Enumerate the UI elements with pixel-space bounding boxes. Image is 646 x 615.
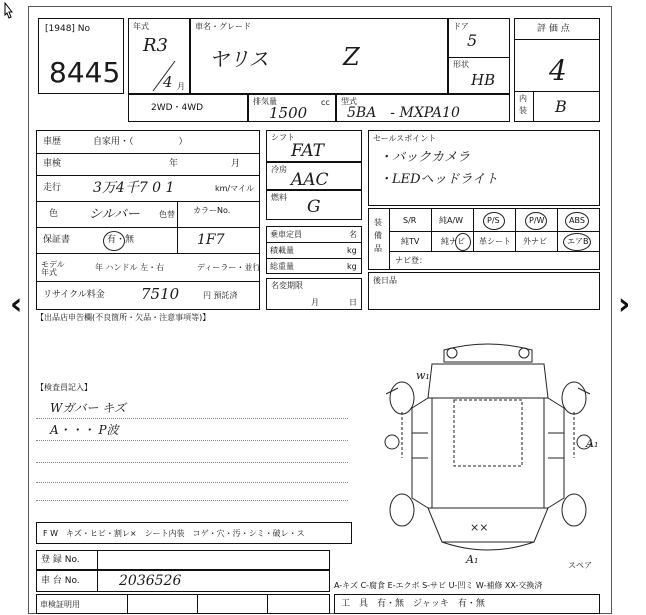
damage-legend: A-キズ C-腐食 E-エクボ S-サビ U-凹ミ W-補修 XX-交換済: [334, 581, 543, 590]
ac-value: AAC: [291, 170, 329, 190]
after-box: [368, 272, 600, 310]
dealer-label: ディーラー・並行: [197, 263, 261, 272]
warranty-label: 保証書: [43, 235, 71, 245]
cert-divider: [127, 595, 128, 613]
shaken-year: 年: [169, 159, 179, 169]
fuel-label: 燃料: [271, 193, 287, 202]
equipment-col-line: [515, 209, 516, 251]
reki-label: 車歴: [43, 137, 62, 147]
doors-value: 5: [467, 31, 478, 50]
fuel-value: G: [307, 197, 321, 217]
history-row-line: [37, 175, 259, 176]
cert-divider: [197, 595, 198, 613]
color-divider: [177, 201, 178, 253]
history-row-line: [37, 253, 259, 254]
note-ruled-line: [36, 440, 348, 441]
shift-box: [266, 130, 362, 162]
weight-label: 総重量: [270, 262, 294, 271]
diagram-mark-xx: ××: [470, 521, 489, 534]
history-row-line: [37, 227, 259, 228]
reki-value: 自家用・（ ）: [93, 137, 188, 147]
equip-leather: 革シート: [479, 237, 511, 246]
displacement-label: 排気量: [253, 97, 277, 106]
equipment-col-line: [557, 209, 558, 251]
prev-arrow-icon[interactable]: ‹: [10, 287, 23, 322]
cert-divider: [267, 595, 268, 613]
equipment-row-line: [389, 231, 599, 232]
shaken-label: 車検: [43, 159, 62, 169]
model-name: ヤリス: [209, 47, 269, 71]
equip-tv: 純TV: [401, 237, 420, 246]
body-label: 形状: [453, 60, 469, 69]
mileage-label: 走行: [43, 183, 62, 193]
chassis-row: [36, 570, 330, 592]
type-box: [336, 94, 510, 122]
model-code: 5BA - MXPA10: [347, 105, 460, 121]
drive-box: [128, 94, 248, 122]
reg-row: [36, 550, 330, 570]
handle-label: 年 ハンドル 左・右: [95, 263, 165, 272]
weight-unit: kg: [347, 262, 357, 271]
diagram-mark-a-right: A₁: [586, 437, 599, 450]
equip-aw: 純A/W: [439, 216, 464, 225]
chassis-label: 車 台 No.: [41, 576, 80, 586]
inspector-notes: [36, 382, 352, 512]
capacity-unit: 名: [349, 230, 357, 239]
displacement-unit: cc: [321, 98, 330, 107]
reg-label: 登 録 No.: [41, 555, 80, 565]
year-box: [128, 18, 190, 94]
equipment-col-line: [431, 209, 432, 251]
history-row-line: [37, 201, 259, 202]
mileage-unit: km/マイル: [215, 184, 254, 193]
load-label: 積載量: [270, 246, 294, 255]
equipment-divider: [389, 209, 390, 269]
doors-box: [448, 18, 510, 94]
expiry-day: 日: [349, 298, 357, 307]
displacement-value: 1500: [269, 104, 308, 122]
color-no-label: カラーNo.: [193, 206, 231, 215]
capacity-row-line: [267, 258, 361, 259]
car-diagram: [372, 338, 604, 570]
navi-reg-label: ナビ登：: [395, 256, 427, 265]
declaration-label: 【出品店申告欄(不良箇所・欠品・注意事項等)】: [36, 313, 211, 322]
inspector-label: 【検査員記入】: [36, 383, 92, 392]
color-label: 色: [49, 209, 59, 219]
body-value: HB: [471, 71, 496, 89]
inspector-line-1: Wガバー キズ: [50, 401, 126, 415]
sales-point-1: ・バックカメラ: [379, 150, 471, 165]
color-change-label: 色替: [159, 210, 175, 219]
capacity-box: [266, 226, 362, 274]
sales-box: [368, 130, 600, 206]
model-box: [190, 18, 448, 94]
spare-label: スペア: [568, 561, 592, 570]
color-no-value: 1F7: [197, 232, 225, 248]
equip-ps-circle: [483, 212, 505, 230]
equipment-label: 装備品: [374, 218, 382, 253]
history-row-line: [37, 153, 259, 154]
note-ruled-line: [36, 500, 348, 501]
capacity-row-line: [267, 242, 361, 243]
doors-divider: [449, 57, 509, 58]
equipment-col-line: [473, 209, 474, 251]
chassis-divider: [97, 571, 98, 591]
recycle-unit: 円 預託済: [203, 291, 238, 300]
chassis-value: 2036526: [119, 573, 182, 589]
equip-navi: 純ナビ: [441, 237, 465, 246]
interior-label-b: 装: [519, 106, 527, 115]
capacity-label: 乗車定員: [270, 230, 302, 239]
equip-pw-circle: [525, 212, 547, 230]
ac-box: [266, 162, 362, 190]
fw-row-text: F W キズ・ヒビ・割レ× シート内装 コゲ・穴・汚・シミ・破レ・ス: [43, 529, 305, 538]
doors-label: ドア: [453, 22, 469, 31]
warranty-circle: [103, 231, 125, 251]
diagram-mark-a-bottom: A₁: [466, 553, 479, 566]
interior-value: B: [555, 97, 567, 116]
score-divider-bottom: [515, 91, 599, 92]
equip-navi-circle: [455, 233, 471, 251]
equipment-box: [368, 208, 600, 270]
lot-number: 8445: [49, 56, 121, 89]
equip-abs-circle: [565, 212, 589, 230]
equip-pw: P/W: [529, 216, 545, 225]
lot-top-label: [1948] No: [45, 24, 91, 34]
type-label: 型式: [341, 97, 357, 106]
expiry-box: [266, 278, 362, 310]
ac-label: 冷房: [271, 165, 287, 174]
sales-label: セールスポイント: [373, 134, 437, 143]
score-label: 評 価 点: [537, 24, 570, 34]
equip-airbag-circle: [563, 233, 591, 251]
shift-value: FAT: [291, 141, 325, 161]
year-label: 年式: [133, 22, 149, 31]
reg-divider: [97, 551, 98, 569]
score-box: [514, 18, 600, 122]
mileage-value: 3万4千7 0 1: [93, 180, 175, 196]
after-label: 後日品: [373, 276, 397, 285]
month-value: 4: [163, 73, 173, 91]
tools-row: [334, 594, 600, 614]
score-value: 4: [549, 54, 567, 87]
note-ruled-line: [36, 482, 348, 483]
interior-divider: [533, 91, 534, 121]
fuel-box: [266, 190, 362, 220]
drive-value: 2WD・4WD: [151, 103, 204, 113]
equip-ext-navi: 外ナビ: [523, 237, 547, 246]
history-table: [36, 130, 260, 310]
cursor-icon: [2, 2, 14, 20]
expiry-label: 名変期限: [271, 281, 303, 290]
color-value: シルバー: [89, 207, 140, 222]
shaken-month: 月: [231, 159, 241, 169]
grade-value: Z: [343, 43, 360, 71]
inspector-line-2: A・・・ P波: [50, 423, 119, 437]
diagram-mark-w: w₁: [416, 369, 430, 382]
note-ruled-line: [36, 418, 348, 419]
note-ruled-line: [36, 462, 348, 463]
cert-row: [36, 594, 330, 614]
warranty-value: 有・無: [107, 235, 135, 245]
model-label: 車名・グレード: [195, 22, 251, 31]
year-era: R3: [143, 35, 169, 56]
sales-point-2: ・LEDヘッドライト: [379, 172, 499, 187]
equipment-row-line: [389, 251, 599, 252]
load-unit: kg: [347, 246, 357, 255]
model-year-label: モデル年式: [41, 260, 65, 277]
score-divider-top: [515, 39, 599, 40]
expiry-month: 月: [311, 298, 319, 307]
interior-label-a: 内: [519, 94, 527, 103]
recycle-label: リサイクル料金: [43, 290, 105, 300]
tools-row-text: 工 具 有・無 ジャッキ 有・無: [341, 599, 485, 609]
history-row-line: [37, 281, 259, 282]
cert-label: 車検証明用: [40, 600, 80, 609]
fw-row: [36, 522, 352, 544]
displacement-box: [248, 94, 336, 122]
equip-abs: ABS: [569, 216, 585, 225]
month-unit: 月: [177, 82, 185, 91]
equip-ps: P/S: [487, 216, 500, 225]
recycle-value: 7510: [141, 285, 180, 303]
equip-sr: S/R: [403, 216, 417, 225]
shift-label: シフト: [271, 133, 295, 142]
next-arrow-icon[interactable]: ›: [618, 287, 631, 322]
lot-box: [38, 18, 124, 94]
equip-airbag: エアB: [567, 237, 589, 246]
